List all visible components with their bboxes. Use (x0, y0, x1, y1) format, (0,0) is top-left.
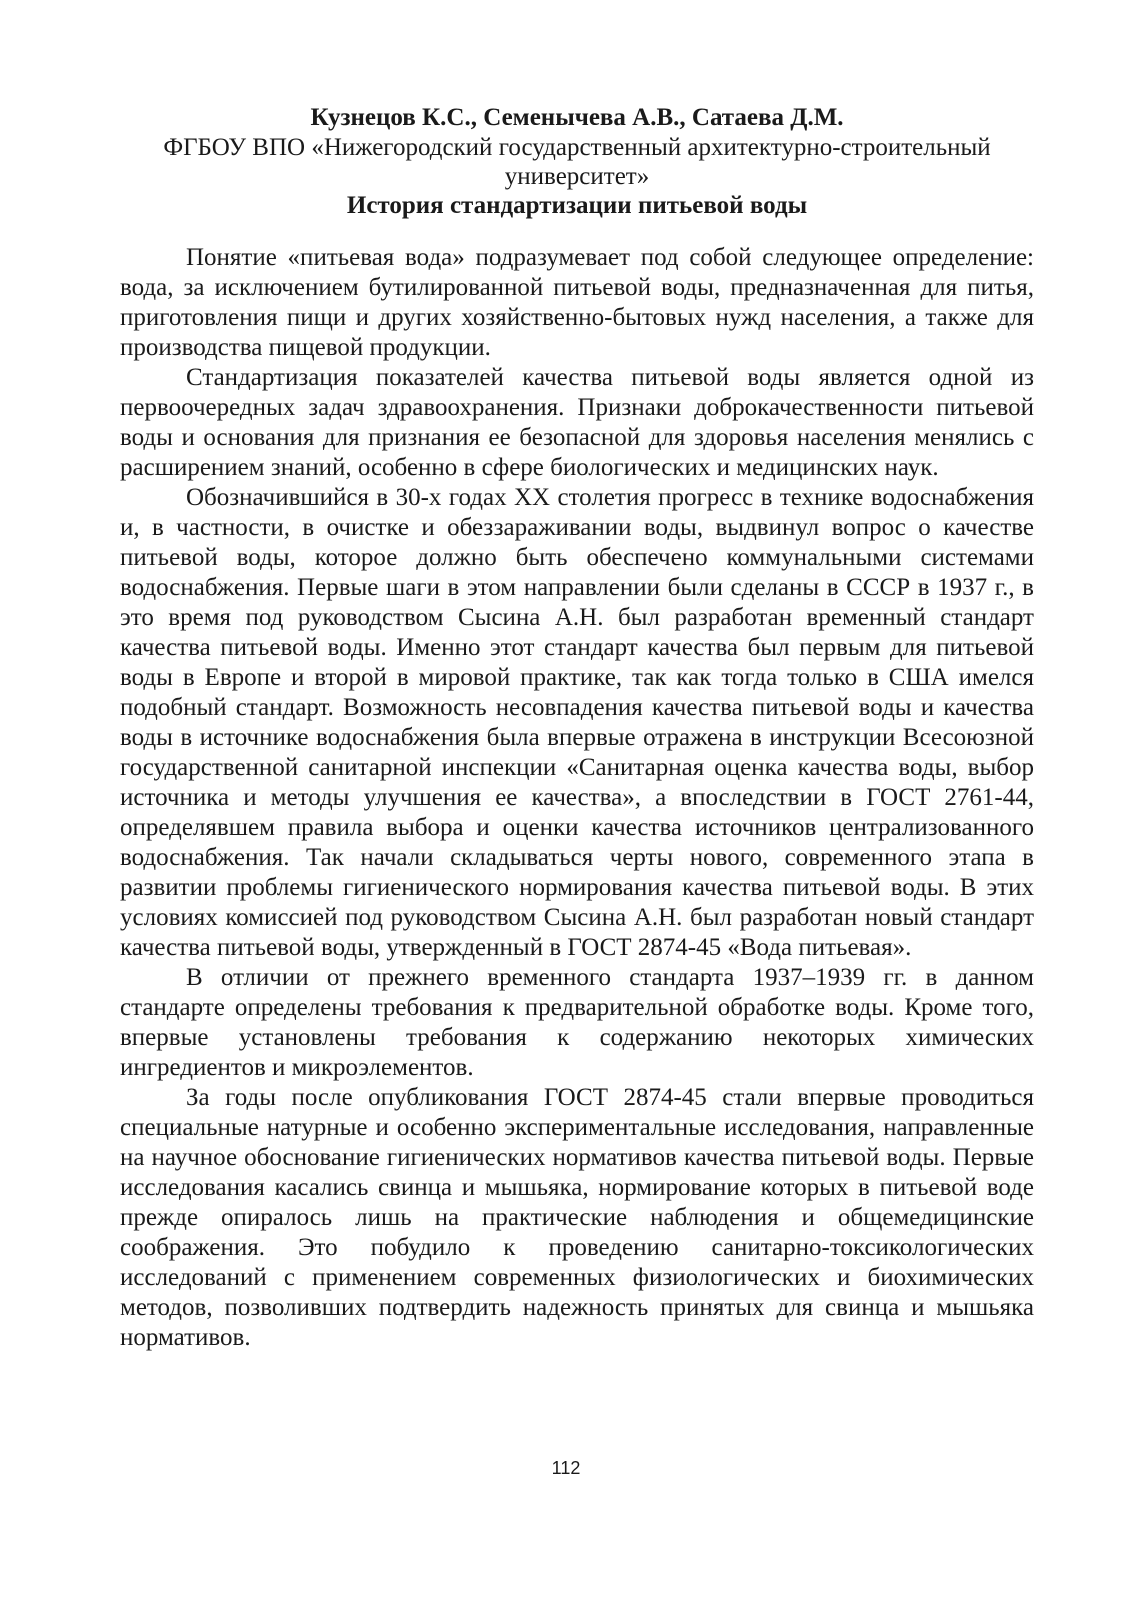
affiliation: ФГБОУ ВПО «Нижегородский государственный архитектурно-строительный университет» (163, 134, 991, 190)
article-body (120, 243, 1034, 1353)
paragraph: Понятие «питьевая вода» подразумевает под собой следующее определение: вода, за исключением бутилированной питьевой воды, предназначенная для питья, приготовления пищи и других хозяйственно-бытовых нужд населения, а также для производства пищевой продукции. (120, 244, 1034, 361)
authors: Кузнецов К.С., Семенычева А.В., Сатаева Д.М. (310, 104, 844, 131)
page-number: 112 (551, 1458, 581, 1478)
article-title: История стандартизации питьевой воды (346, 192, 808, 219)
paragraph: Стандартизация показателей качества питьевой воды является одной из первоочередных задач здравоохранения. Признаки доброкачественности питьевой воды и основания для признания ее безопасной для здоровья населения менялись с расширением знаний, особенно в сфере биологических и медицинских наук. (120, 364, 1034, 481)
paragraph: Обозначившийся в 30-х годах XX столетия прогресс в технике водоснабжения и, в частности, в очистке и обеззараживании воды, выдвинул вопрос о качестве питьевой воды, которое должно быть обеспечено коммунальными системами водоснабжения. Первые шаги в этом направлении были сделаны в СССР в 1937 г., в это время под руководством Сысина А.Н. был разработан временный стандарт качества питьевой воды. Именно этот стандарт качества был первым для питьевой воды в Европе и второй в мировой практике, так как тогда только в США имелся подобный стандарт. Возможность несовпадения качества питьевой воды и качества воды в источнике водоснабжения была впервые отражена в инструкции Всесоюзной государственной санитарной инспекции «Санитарная оценка качества воды, выбор источника и методы улучшения ее качества», а впоследствии в ГОСТ 2761-44, определявшем правила выбора и оценки качества источников централизованного водоснабжения. Так начали складываться черты нового, современного этапа в развитии проблемы гигиенического нормирования качества питьевой воды. В этих условиях комиссией под руководством Сысина А.Н. был разработан новый стандарт качества питьевой воды, утвержденный в ГОСТ 2874-45 «Вода питьевая». (120, 484, 1034, 961)
paragraph: В отличии от прежнего временного стандарта 1937–1939 гг. в данном стандарте определены требования к предварительной обработке воды. Кроме того, впервые установлены требования к содержанию некоторых химических ингредиентов и микроэлементов. (120, 964, 1034, 1081)
paragraph: За годы после опубликования ГОСТ 2874-45 стали впервые проводиться специальные натурные и особенно экспериментальные исследования, направленные на научное обоснование гигиенических нормативов качества питьевой воды. Первые исследования касались свинца и мышьяка, нормирование которых в питьевой воде прежде опиралось лишь на практические наблюдения и общемедицинские соображения. Это побудило к проведению санитарно-токсикологических исследований с применением современных физиологических и биохимических методов, позволивших подтвердить надежность принятых для свинца и мышьяка нормативов. (120, 1084, 1034, 1351)
